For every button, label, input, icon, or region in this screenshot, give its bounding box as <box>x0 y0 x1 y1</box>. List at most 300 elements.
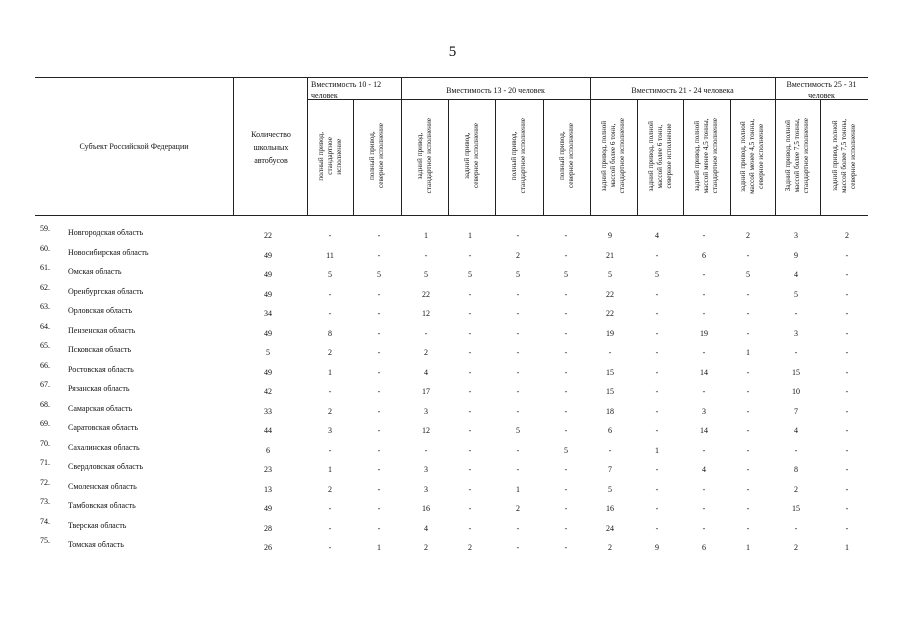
column-header-label: Задний привод, полной массой более 7,5 тонны, стандартное исполнение <box>784 118 810 194</box>
table-cell: - <box>564 406 568 416</box>
table-cell: - <box>377 309 381 318</box>
table-cell: 22 <box>606 309 614 318</box>
table-cell: - <box>702 348 706 357</box>
table-cell: - <box>468 426 472 435</box>
table-cell: - <box>468 328 472 338</box>
table-cell: - <box>564 348 568 357</box>
table-cell: - <box>564 367 568 377</box>
table-cell: - <box>564 465 568 474</box>
table-cell: - <box>794 445 798 455</box>
row-number: 70. <box>40 438 50 448</box>
table-cell: 4 <box>655 231 659 240</box>
table-cell: - <box>377 387 381 396</box>
table-cell: - <box>702 309 706 318</box>
table-cell: 1 <box>328 367 332 377</box>
table-cell: 5 <box>564 445 568 455</box>
table-cell: 2 <box>794 484 798 494</box>
drive-type-column-header <box>590 100 637 212</box>
table-cell: - <box>746 504 750 513</box>
table-cell: - <box>655 309 659 318</box>
table-cell: - <box>328 289 332 299</box>
table-cell: 5 <box>794 289 798 299</box>
group-divider <box>775 77 776 215</box>
bus-count: 26 <box>264 543 272 552</box>
table-cell: - <box>845 250 849 260</box>
table-cell: 1 <box>845 543 849 552</box>
table-cell: 16 <box>606 504 614 513</box>
drive-type-column-header <box>775 100 820 212</box>
table-cell: - <box>377 231 381 240</box>
row-number: 75. <box>40 536 50 545</box>
table-cell: 4 <box>794 426 798 435</box>
table-cell: - <box>608 348 612 357</box>
subject-column-divider <box>233 77 234 215</box>
table-cell: 15 <box>606 387 614 396</box>
drive-type-column-header <box>543 100 590 212</box>
table-cell: 7 <box>794 406 798 416</box>
table-cell: - <box>424 328 428 338</box>
table-cell: 2 <box>328 348 332 357</box>
table-cell: - <box>845 309 849 318</box>
table-cell: 9 <box>608 231 612 240</box>
table-row <box>0 224 905 247</box>
table-cell: 1 <box>377 543 381 552</box>
table-cell: 5 <box>655 270 659 279</box>
table-cell: - <box>608 445 612 455</box>
table-cell: - <box>468 367 472 377</box>
table-cell: 22 <box>422 289 430 299</box>
table-cell: - <box>746 465 750 474</box>
table-cell: 15 <box>792 367 800 377</box>
table-cell: 8 <box>328 328 332 338</box>
table-cell: 18 <box>606 406 614 416</box>
region-name: Смоленская область <box>68 481 137 491</box>
region-name: Тверская область <box>68 520 127 530</box>
subject-column-header: Субъект Российской Федерации <box>79 142 189 151</box>
bus-count: 23 <box>264 465 272 474</box>
drive-type-column-header <box>730 100 775 212</box>
table-cell: - <box>424 250 428 260</box>
column-header-label: полный привод, стандартное исполнение <box>316 131 343 181</box>
table-cell: - <box>655 504 659 513</box>
table-cell: - <box>794 309 798 318</box>
table-cell: - <box>564 328 568 338</box>
bus-count: 5 <box>266 348 270 357</box>
drive-type-column-header <box>307 100 353 212</box>
column-header-label: задний привод, стандартное исполнение <box>415 118 433 194</box>
table-cell: 5 <box>328 270 332 279</box>
table-cell: - <box>655 367 659 377</box>
region-name: Свердловская область <box>68 462 143 471</box>
table-cell: 5 <box>608 484 612 494</box>
table-cell: - <box>564 231 568 240</box>
table-cell: - <box>845 523 849 533</box>
table-cell: - <box>564 309 568 318</box>
table-cell: 19 <box>700 328 708 338</box>
table-cell: 12 <box>422 426 430 435</box>
bus-count: 49 <box>264 504 272 513</box>
table-cell: - <box>702 445 706 455</box>
table-cell: 6 <box>702 543 706 552</box>
table-cell: 1 <box>655 445 659 455</box>
table-cell: - <box>377 484 381 494</box>
row-number: 60. <box>40 243 50 253</box>
table-cell: 1 <box>468 231 472 240</box>
table-cell: - <box>746 387 750 396</box>
table-cell: - <box>746 445 750 455</box>
table-cell: 16 <box>422 504 430 513</box>
row-number: 62. <box>40 282 50 292</box>
table-cell: - <box>702 289 706 299</box>
table-cell: 5 <box>377 270 381 279</box>
table-cell: - <box>655 289 659 299</box>
table-cell: 1 <box>328 465 332 474</box>
table-cell: - <box>468 465 472 474</box>
region-name: Сахалинская область <box>68 442 140 452</box>
column-header-label: задний привод, полной массой менее 4,5 тонны, стандартное исполнение <box>693 118 719 194</box>
page-number: 5 <box>448 44 457 60</box>
table-cell: 24 <box>606 523 614 533</box>
table-cell: - <box>655 250 659 260</box>
table-row <box>0 419 905 442</box>
row-number: 69. <box>40 419 50 428</box>
row-number: 64. <box>40 321 50 331</box>
region-name: Томская область <box>68 540 124 549</box>
table-cell: - <box>468 484 472 494</box>
table-row <box>0 458 905 481</box>
table-cell: - <box>564 387 568 396</box>
drive-type-column-header <box>353 100 401 212</box>
drive-type-column-header <box>401 100 448 212</box>
table-cell: - <box>516 465 520 474</box>
table-row <box>0 536 905 559</box>
table-cell: - <box>564 250 568 260</box>
table-cell: - <box>328 504 332 513</box>
drive-type-column-header <box>495 100 543 212</box>
table-cell: 2 <box>468 543 472 552</box>
table-cell: 10 <box>792 387 800 396</box>
table-row <box>0 399 905 423</box>
table-cell: 2 <box>424 543 428 552</box>
table-cell: - <box>328 445 332 455</box>
table-cell: - <box>702 523 706 533</box>
table-cell: - <box>746 289 750 299</box>
column-divider <box>353 99 354 215</box>
table-row <box>0 380 905 403</box>
table-cell: - <box>702 231 706 240</box>
table-cell: - <box>845 387 849 396</box>
capacity-group-header: Вместимость 13 - 20 человек <box>446 86 545 95</box>
table-cell: 1 <box>746 348 750 357</box>
table-cell: 3 <box>424 406 428 416</box>
table-cell: - <box>746 523 750 533</box>
table-cell: - <box>377 465 381 474</box>
table-cell: - <box>377 504 381 513</box>
table-row <box>0 263 905 286</box>
table-cell: - <box>468 523 472 533</box>
table-cell: - <box>564 504 568 513</box>
table-row <box>0 282 905 306</box>
table-cell: 8 <box>794 465 798 474</box>
table-cell: - <box>328 387 332 396</box>
table-cell: - <box>702 270 706 279</box>
table-cell: - <box>516 328 520 338</box>
region-name: Новгородская область <box>68 228 144 237</box>
table-cell: - <box>516 367 520 377</box>
table-cell: 4 <box>794 270 798 279</box>
row-number: 59. <box>40 224 50 233</box>
table-cell: - <box>702 387 706 396</box>
table-cell: - <box>746 250 750 260</box>
column-divider <box>495 99 496 215</box>
region-name: Орловская область <box>68 306 133 315</box>
table-cell: - <box>564 426 568 435</box>
row-number: 63. <box>40 302 50 311</box>
column-divider <box>448 99 449 215</box>
table-cell: - <box>655 465 659 474</box>
table-cell: - <box>516 523 520 533</box>
drive-type-column-header <box>448 100 495 212</box>
region-name: Рязанская область <box>68 384 130 393</box>
table-cell: - <box>516 543 520 552</box>
table-cell: - <box>564 543 568 552</box>
row-number: 74. <box>40 516 50 526</box>
row-number: 66. <box>40 360 50 370</box>
table-row <box>0 360 905 384</box>
table-cell: - <box>516 406 520 416</box>
table-cell: - <box>468 504 472 513</box>
table-cell: - <box>516 387 520 396</box>
table-cell: 2 <box>328 406 332 416</box>
bus-count: 49 <box>264 367 272 377</box>
region-name: Оренбургская область <box>68 286 144 296</box>
table-cell: - <box>328 523 332 533</box>
table-cell: - <box>845 348 849 357</box>
table-row <box>0 321 905 345</box>
table-cell: 21 <box>606 250 614 260</box>
bus-count: 13 <box>264 484 272 494</box>
table-cell: 14 <box>700 367 708 377</box>
row-number: 68. <box>40 399 50 409</box>
table-cell: - <box>377 445 381 455</box>
table-cell: - <box>564 523 568 533</box>
bus-count: 49 <box>264 289 272 299</box>
table-cell: 5 <box>468 270 472 279</box>
table-cell: - <box>424 445 428 455</box>
drive-type-column-header <box>637 100 683 212</box>
table-cell: 2 <box>328 484 332 494</box>
region-name: Омская область <box>68 267 122 276</box>
table-cell: - <box>702 504 706 513</box>
column-divider <box>543 99 544 215</box>
table-cell: 1 <box>516 484 520 494</box>
table-cell: - <box>328 309 332 318</box>
table-cell: 5 <box>746 270 750 279</box>
table-cell: - <box>377 406 381 416</box>
table-cell: - <box>564 289 568 299</box>
table-cell: 9 <box>655 543 659 552</box>
count-column-header: Количество школьных автобусов <box>251 130 291 165</box>
table-cell: 6 <box>702 250 706 260</box>
table-cell: - <box>377 328 381 338</box>
table-row <box>0 243 905 267</box>
table-cell: 2 <box>845 231 849 240</box>
column-header-label: задний привод, полной массой более 7,5 тонны, северное исполнение <box>830 119 857 193</box>
region-name: Самарская область <box>68 403 133 413</box>
drive-type-column-header <box>820 100 868 212</box>
bus-count: 22 <box>264 231 272 240</box>
table-cell: - <box>746 484 750 494</box>
table-cell: 17 <box>422 387 430 396</box>
table-cell: - <box>468 348 472 357</box>
column-header-label: задний привод, северное исполнение <box>462 123 480 189</box>
table-cell: - <box>516 445 520 455</box>
table-top-rule <box>35 77 868 78</box>
table-cell: - <box>845 289 849 299</box>
table-cell: - <box>377 367 381 377</box>
region-name: Новосибирская область <box>68 247 149 257</box>
group-divider <box>590 77 591 215</box>
table-cell: - <box>377 426 381 435</box>
table-cell: 3 <box>794 231 798 240</box>
table-cell: - <box>746 406 750 416</box>
table-cell: - <box>516 348 520 357</box>
capacity-group-header: Вместимость 21 - 24 человека <box>631 86 734 95</box>
table-cell: - <box>377 289 381 299</box>
bus-count: 49 <box>264 250 272 260</box>
column-header-label: задний привод, полной массой более 6 тонн, северное исполнение <box>646 120 673 192</box>
table-cell: - <box>516 289 520 299</box>
capacity-group-header: Вместимость 25 - 31 человек <box>786 80 857 100</box>
table-cell: 3 <box>328 426 332 435</box>
table-cell: 6 <box>608 426 612 435</box>
table-cell: 3 <box>424 465 428 474</box>
table-cell: - <box>655 406 659 416</box>
table-cell: - <box>516 231 520 240</box>
table-cell: 5 <box>516 426 520 435</box>
column-divider <box>683 99 684 215</box>
drive-type-column-header <box>683 100 730 212</box>
table-cell: - <box>746 367 750 377</box>
table-cell: - <box>516 309 520 318</box>
table-cell: - <box>655 387 659 396</box>
table-cell: - <box>468 289 472 299</box>
column-divider <box>730 99 731 215</box>
table-cell: 22 <box>606 289 614 299</box>
table-cell: 5 <box>516 270 520 279</box>
table-cell: - <box>377 348 381 357</box>
table-cell: 4 <box>702 465 706 474</box>
table-cell: - <box>746 328 750 338</box>
table-cell: 2 <box>424 348 428 357</box>
table-cell: 14 <box>700 426 708 435</box>
table-cell: - <box>655 348 659 357</box>
table-cell: 1 <box>746 543 750 552</box>
table-cell: - <box>328 543 332 552</box>
table-cell: - <box>377 523 381 533</box>
table-cell: - <box>794 523 798 533</box>
table-cell: - <box>468 387 472 396</box>
table-cell: 5 <box>424 270 428 279</box>
table-cell: - <box>845 328 849 338</box>
table-cell: - <box>746 309 750 318</box>
table-cell: - <box>794 348 798 357</box>
table-cell: - <box>746 426 750 435</box>
row-number: 71. <box>40 458 50 467</box>
table-cell: 3 <box>424 484 428 494</box>
table-cell: - <box>655 328 659 338</box>
column-header-label: полный привод, северное исполнение <box>557 123 575 189</box>
table-cell: - <box>468 250 472 260</box>
row-number: 67. <box>40 380 50 389</box>
bus-count: 6 <box>266 445 270 455</box>
column-divider <box>637 99 638 215</box>
table-cell: 12 <box>422 309 430 318</box>
table-cell: 2 <box>516 250 520 260</box>
table-cell: 15 <box>606 367 614 377</box>
table-cell: 2 <box>794 543 798 552</box>
table-cell: 1 <box>424 231 428 240</box>
table-cell: - <box>702 484 706 494</box>
table-cell: - <box>845 426 849 435</box>
column-header-label: задний привод, полной массой более 6 тонн, стандартное исполнение <box>600 118 626 194</box>
table-row <box>0 341 905 364</box>
table-row <box>0 497 905 520</box>
bus-count: 49 <box>264 328 272 338</box>
region-name: Ростовская область <box>68 364 134 374</box>
bus-count: 33 <box>264 406 272 416</box>
table-cell: - <box>845 367 849 377</box>
row-number: 73. <box>40 497 50 506</box>
column-header-label: задний привод, полной массой менее 4,5 тонны, северное исполнение <box>739 118 765 194</box>
table-cell: 7 <box>608 465 612 474</box>
region-name: Псковская область <box>68 345 132 354</box>
capacity-group-header: Вместимость 10 - 12 человек <box>311 80 382 100</box>
table-cell: - <box>328 231 332 240</box>
table-cell: - <box>845 270 849 279</box>
header-bottom-rule <box>35 215 868 216</box>
region-name: Тамбовская область <box>68 501 136 510</box>
table-cell: - <box>655 484 659 494</box>
table-cell: 9 <box>794 250 798 260</box>
region-name: Пензенская область <box>68 325 136 335</box>
table-cell: 11 <box>326 250 334 260</box>
bus-count: 28 <box>264 523 272 533</box>
table-cell: - <box>468 309 472 318</box>
table-cell: 19 <box>606 328 614 338</box>
table-cell: 4 <box>424 523 428 533</box>
bus-count: 49 <box>264 270 272 279</box>
row-number: 61. <box>40 263 50 272</box>
table-cell: 3 <box>794 328 798 338</box>
column-header-label: полный привод, северное исполнение <box>368 123 385 189</box>
table-row <box>0 516 905 540</box>
table-cell: - <box>468 406 472 416</box>
table-row <box>0 302 905 325</box>
row-number: 72. <box>40 477 50 487</box>
region-name: Саратовская область <box>68 423 139 432</box>
group-header-rule <box>307 99 868 100</box>
table-cell: - <box>655 426 659 435</box>
table-row <box>0 477 905 501</box>
column-divider <box>820 99 821 215</box>
table-cell: 2 <box>608 543 612 552</box>
table-cell: - <box>564 484 568 494</box>
table-cell: 2 <box>516 504 520 513</box>
table-cell: - <box>845 445 849 455</box>
table-cell: 5 <box>608 270 612 279</box>
bus-count: 44 <box>264 426 272 435</box>
